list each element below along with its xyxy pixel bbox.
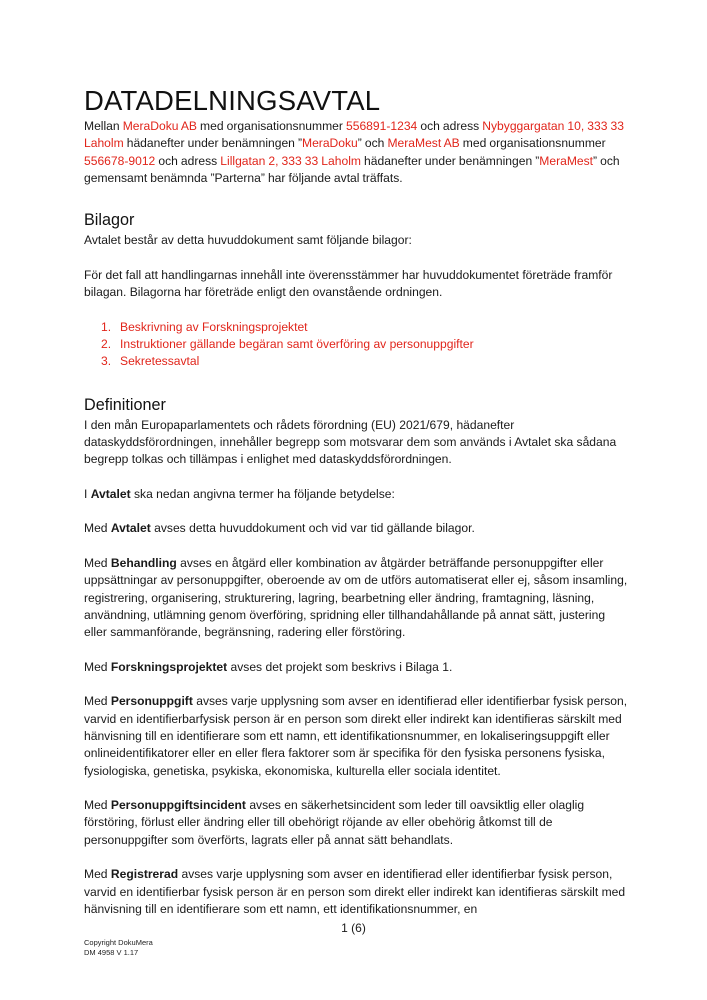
intro-text: och adress [417,119,483,133]
paragraph-text: I [84,486,91,501]
defined-term: Behandling [110,555,177,570]
paragraph-text: Med [84,659,111,674]
list-number: 1. [101,319,112,334]
list-item-label: Instruktioner gällande begäran samt överföring av personuppgifter [120,336,474,351]
definition-text: avses varje upplysning som avser en identifierad eller identifierbar fysisk person, varvid en identifierbar fysisk person är en person som direkt eller indirekt kan identifieras särskilt med hänvisning till en identifierare som ett namn, ett identifikationsnummer, en [84,867,626,916]
intro-text: ” och [357,136,388,151]
intro-paragraph [84,118,629,187]
footer-doc-id: DM 4958 V 1.17 [84,948,139,957]
company2-name: MeraMest AB [387,136,460,151]
defined-term: Personuppgift [110,694,193,709]
list-item-label: Sekretessavtal [120,354,200,369]
list-number: 2. [101,336,112,351]
intro-text: och adress [155,153,221,168]
intro-text: med organisationsnummer [459,136,606,151]
defined-term: Avtalet [110,521,151,536]
section-heading-bilagor: Bilagor [84,211,135,230]
definition-paragraph [84,693,629,779]
definition-text: avses det projekt som beskrivs i Bilaga 1. [227,659,453,674]
page-number: 1 (6) [341,921,366,935]
definition-text: avses en säkerhetsincident som leder till oavsiktlig eller olaglig förstöring, förlust eller ändring eller till obehörigt röjande av eller obehörig åtkomst till de personuppgifter som överförts, lagrats eller på annat sätt behandlats. [84,798,585,847]
list-item [101,336,629,353]
intro-text: ” och gemensamt benämnda ”Parterna” har följande avtal träffats. [84,153,620,185]
bilagor-list [84,319,629,371]
footer-copyright: Copyright DokuMera [84,938,153,947]
document-title: DATADELNINGSAVTAL [84,85,381,116]
list-number: 3. [101,354,112,369]
defined-term: Registrerad [110,867,179,882]
definition-paragraph [84,866,629,918]
intro-text: Mellan [84,119,123,133]
definition-paragraph [84,659,629,676]
bilagor-paragraph: Avtalet består av detta huvuddokument samt följande bilagor: [84,233,412,248]
paragraph-text: Med [84,521,111,536]
document-page [84,84,629,918]
definition-paragraph [84,555,629,641]
paragraph-text: Med [84,555,111,570]
company1-orgnr: 556891-1234 [346,119,418,133]
footer [84,938,153,958]
paragraph-text: Med [84,798,111,813]
defined-term: Personuppgiftsincident [110,798,246,813]
defined-term: Forskningsprojektet [110,659,228,674]
list-item-label: Beskrivning av Forskningsprojektet [120,319,308,334]
intro-text: hädanefter under benämningen ” [123,136,302,151]
definitioner-paragraph: I den mån Europaparlamentets och rådets förordning (EU) 2021/679, hädanefter dataskyddsförordningen, innehåller begrepp som motsvarar dem som används i Avtalet ska sådana begrepp tolkas och tillämpas i enlighet med dataskyddsförordningen. [84,417,617,467]
company2-short: MeraMest [539,153,594,168]
paragraph-text: Med [84,694,111,709]
company1-name: MeraDoku AB [122,119,197,133]
intro-text: med organisationsnummer [197,119,346,133]
intro-text: hädanefter under benämningen ” [360,153,540,168]
definition-paragraph [84,520,629,537]
definition-paragraph [84,797,629,849]
bilagor-paragraph: För det fall att handlingarnas innehåll inte överensstämmer har huvuddokumentet företräde framför bilagan. Bilagorna har företräde enligt den ovanstående ordningen. [84,267,613,300]
defined-term: Avtalet [90,486,131,501]
section-heading-definitioner: Definitioner [84,395,166,414]
company2-orgnr: 556678-9012 [84,153,156,168]
paragraph-text: ska nedan angivna termer ha följande betydelse: [130,486,395,501]
definition-text: avses en åtgärd eller kombination av åtgärder beträffande personuppgifter eller uppsättningar av personuppgifter, oberoende av om de utförs automatiserat eller ej, såsom insamling, registrering, organisering, strukturering, lagring, bearbetning eller ändring, framtagning, läsning, användning, utlämning genom överföring, spridning eller tillhandahållande på annat sätt, justering eller sammanförande, begränsning, radering eller förstöring. [84,555,628,640]
company1-short: MeraDoku [302,136,358,151]
list-item [101,353,629,370]
definition-text: avses varje upplysning som avser en identifierad eller identifierbar fysisk person, varvid en identifierbarfysisk person är en person som direkt eller indirekt kan identifieras särskilt med hänvisning till en identifierare som ett namn, ett identifikationsnummer, en lokaliseringsuppgift eller onlineidentifikatorer eller en eller flera faktorer som är specifika för den fysiska personens fysiska, fysiologiska, genetiska, psykiska, ekonomiska, kulturella eller sociala identitet. [84,694,628,778]
paragraph-text: Med [84,867,111,882]
list-item [101,319,629,336]
company1-address: Nybyggargatan 10, 333 33 Laholm [84,119,624,151]
definitioner-paragraph [84,486,629,503]
definition-text: avses detta huvuddokument och vid var tid gällande bilagor. [150,521,475,536]
company2-address: Lillgatan 2, 333 33 Laholm [220,153,361,168]
